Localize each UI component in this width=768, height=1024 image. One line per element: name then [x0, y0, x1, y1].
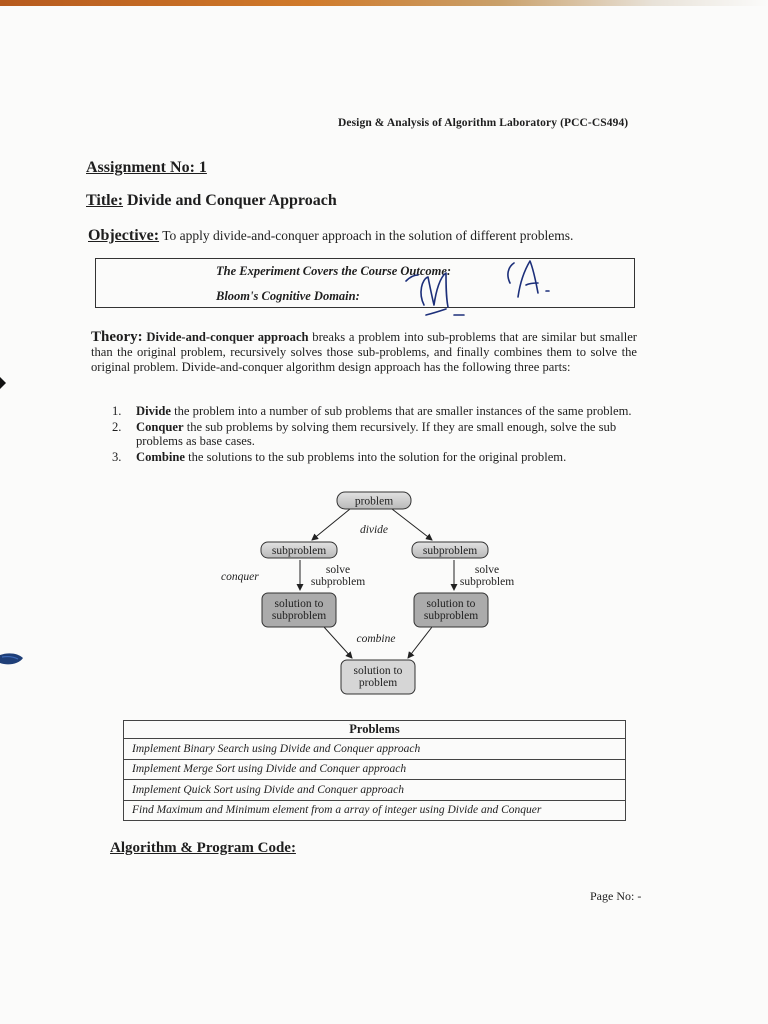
- table-row: [124, 800, 626, 821]
- theory-text: breaks a problem into sub-problems that are similar but smaller than the original problem, recursively solves those sub-problems, and finally combines them to solve the original problem. Divide-and-conquer algorithm design approach has the following three parts:: [91, 330, 637, 374]
- step-text: the problem into a number of sub problems that are smaller instances of the same problem.: [170, 404, 632, 418]
- final-line2: problem: [358, 677, 398, 689]
- combine-arrow-right: [408, 627, 432, 658]
- problem-cell: Implement Merge Sort using Divide and Conquer approach: [124, 759, 626, 780]
- title-text: Divide and Conquer Approach: [127, 192, 337, 209]
- ink-blot-mark: [0, 652, 24, 666]
- solve-right-line1: solve: [474, 564, 500, 576]
- problem-cell: Find Maximum and Minimum element from a array of integer using Divide and Conquer: [124, 800, 626, 821]
- subproblem-left-label: subproblem: [271, 545, 327, 557]
- handwritten-signature-marks: [396, 253, 566, 325]
- course-outcome-label: The Experiment Covers the Course Outcome:: [216, 264, 452, 278]
- solution-right-line2: subproblem: [423, 610, 479, 622]
- table-row: [124, 739, 626, 760]
- problems-table: [123, 720, 626, 821]
- subproblem-right-label: subproblem: [422, 545, 478, 557]
- combine-arrow-left: [324, 627, 352, 658]
- step-item: [112, 450, 642, 465]
- problems-header: Problems: [124, 721, 626, 739]
- theory-bold-term: Divide-and-conquer approach: [146, 330, 309, 344]
- steps-list: [112, 404, 642, 465]
- scan-mark-left: [0, 377, 6, 389]
- step-item: [112, 404, 642, 419]
- solve-right-line2: subproblem: [459, 576, 515, 588]
- title-line: [86, 192, 337, 210]
- solution-left-line1: solution to: [274, 598, 324, 610]
- algorithm-heading: Algorithm & Program Code:: [110, 840, 296, 856]
- scan-top-edge: [0, 0, 768, 6]
- solution-right-line1: solution to: [426, 598, 476, 610]
- table-row: [124, 759, 626, 780]
- solve-left-line1: solve: [325, 564, 351, 576]
- step-keyword: Combine: [136, 449, 185, 464]
- assignment-number: Assignment No: 1: [86, 159, 207, 176]
- course-header: Design & Analysis of Algorithm Laboratory (PCC-CS494): [338, 117, 629, 129]
- table-row: [124, 780, 626, 801]
- final-line1: solution to: [353, 665, 403, 677]
- step-keyword: Conquer: [136, 419, 184, 434]
- blooms-domain-label: Bloom's Cognitive Domain:: [216, 289, 360, 303]
- theory-paragraph: [91, 330, 637, 375]
- objective-line: [88, 227, 573, 245]
- theory-label: Theory:: [91, 329, 143, 345]
- table-header-row: [124, 721, 626, 739]
- conquer-label: conquer: [221, 571, 259, 583]
- divide-label: divide: [359, 524, 389, 536]
- step-keyword: Divide: [136, 404, 171, 418]
- solve-left-line2: subproblem: [310, 576, 366, 588]
- problem-label: problem: [354, 495, 394, 508]
- divide-conquer-diagram: [200, 488, 540, 698]
- divide-arrow-left: [312, 509, 350, 540]
- problem-cell: Implement Quick Sort using Divide and Conquer approach: [124, 780, 626, 801]
- step-number: 3.: [112, 449, 122, 464]
- step-text: the sub problems by solving them recursively. If they are small enough, solve the sub problems as base cases.: [136, 419, 617, 448]
- combine-label: combine: [356, 633, 396, 645]
- objective-text: To apply divide-and-conquer approach in the solution of different problems.: [162, 228, 574, 243]
- objective-label: Objective:: [88, 227, 160, 244]
- title-label: Title:: [86, 192, 124, 209]
- step-number: 2.: [112, 419, 122, 434]
- step-text: the solutions to the sub problems into the solution for the original problem.: [184, 449, 567, 464]
- problem-cell: Implement Binary Search using Divide and Conquer approach: [124, 739, 626, 760]
- solution-left-line2: subproblem: [271, 610, 327, 622]
- page-number: Page No: -: [590, 889, 642, 903]
- outcome-box: [95, 258, 635, 308]
- step-item: [112, 420, 642, 449]
- divide-arrow-right: [392, 509, 432, 540]
- step-number: 1.: [112, 404, 122, 418]
